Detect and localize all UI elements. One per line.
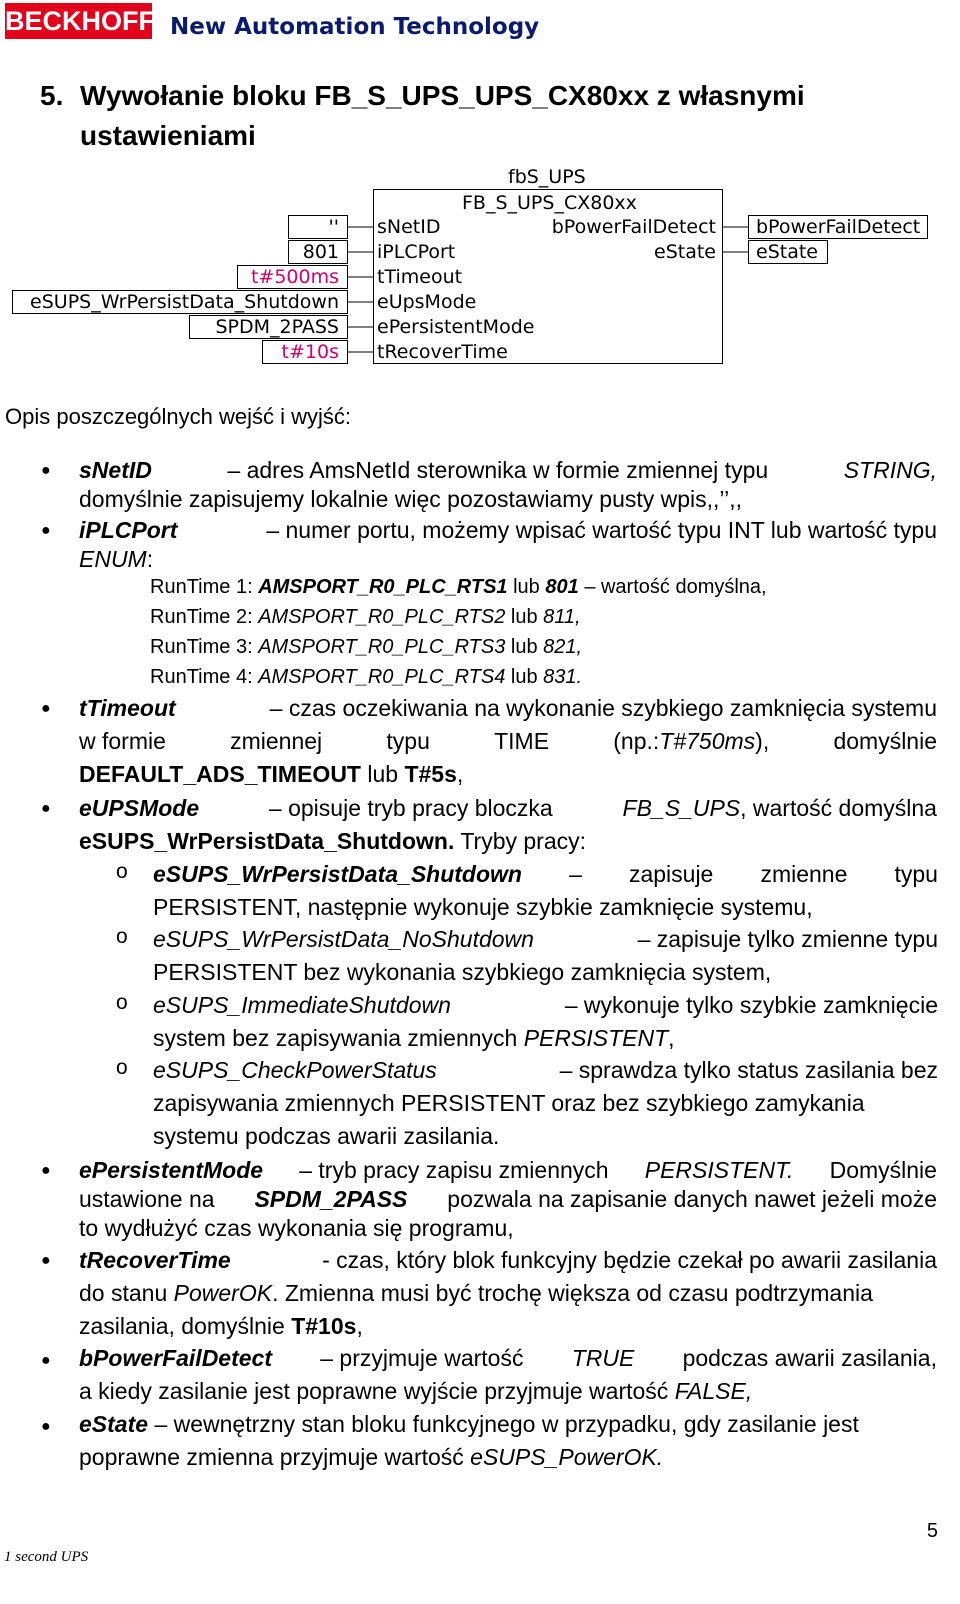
bullet-icon: ● [41,1162,51,1179]
list-item-epersistentmode: ePersistentMode – tryb pracy zapisu zmiennych PERSISTENT. Domyślnie ustawione na SPDM_2PASS pozwala na zapisanie danych nawet jeżeli może to wydłużyć czas wykonania się programu, [79,1157,937,1241]
pin-iplcport: iPLCPort [377,241,456,263]
page-number: 5 [926,1520,938,1542]
bullet-icon: ● [41,1352,51,1369]
pin-ttimeout: tTimeout [377,266,463,288]
pin-snetid: sNetID [377,216,441,238]
runtime-3-line: RunTime 3: AMSPORT_R0_PLC_RTS3 lub 821, [150,636,583,658]
function-block-diagram [0,0,960,380]
bullet-icon: ● [41,462,51,479]
input-value-ttimeout[interactable]: t#500ms [237,265,348,289]
bullet-icon: ● [41,1418,51,1435]
bullet-icon: ● [41,700,51,717]
sub-bullet-icon: o [116,860,128,883]
list-item-iplcport: iPLCPort – numer portu, możemy wpisać wartość typu INT lub wartość typu ENUM: [79,517,937,572]
input-value-eupsmode[interactable]: eSUPS_WrPersistData_Shutdown [12,290,348,314]
mode-item-immediate-shutdown: eSUPS_ImmediateShutdown – wykonuje tylko szybkie zamknięcie system bez zapisywania zmiennych PERSISTENT, [153,992,938,1051]
bullet-icon: ● [41,1252,51,1269]
fb-type-name: FB_S_UPS_CX80xx [462,192,637,214]
sub-bullet-icon: o [116,1056,128,1079]
sub-bullet-icon: o [116,925,128,948]
heading-title: Wywołanie bloku FB_S_UPS_UPS_CX80xx z własnymi ustawieniami [80,80,805,151]
pin-trecovertime: tRecoverTime [377,341,508,363]
runtime-4-line: RunTime 4: AMSPORT_R0_PLC_RTS4 lub 831. [150,666,583,688]
footer-doc-title: 1 second UPS [4,1549,89,1565]
list-item-eupsmode: eUPSMode – opisuje tryb pracy bloczka FB_S_UPS, wartość domyślna eSUPS_WrPersistData_Shutdown. Tryby pracy: [79,795,937,854]
list-item-trecovertime: tRecoverTime - czas, który blok funkcyjny będzie czekał po awarii zasilania do stanu PowerOK. Zmienna musi być trochę większa od czasu podtrzymania zasilania, domyślnie T#10s, [79,1247,937,1339]
list-item-bpowerfaildetect: bPowerFailDetect – przyjmuje wartość TRUE podczas awarii zasilania, a kiedy zasilanie jest poprawne wyjście przyjmuje wartość FALSE, [79,1345,937,1404]
heading-number: 5. [40,80,64,111]
output-value-estate[interactable]: eState [748,240,828,264]
pin-bpowerfaildetect: bPowerFailDetect [551,216,716,238]
mode-item-wrpersist-shutdown: eSUPS_WrPersistData_Shutdown – zapisuje zmienne typu PERSISTENT, następnie wykonuje szybkie zamknięcie systemu, [153,861,938,920]
bullet-icon: ● [41,522,51,539]
fb-instance-name: fbS_UPS [508,166,586,188]
input-value-iplcport[interactable]: 801 [288,240,348,264]
beckhoff-logo: BECKHOFF [5,3,152,39]
runtime-1-line: RunTime 1: AMSPORT_R0_PLC_RTS1 lub 801 – wartość domyślna, [150,576,767,598]
list-item-snetid: sNetID – adres AmsNetId sterownika w formie zmiennej typu STRING, domyślnie zapisujemy lokalnie więc pozostawiamy pusty wpis,,’’,, [79,457,937,512]
mode-item-check-power-status: eSUPS_CheckPowerStatus – sprawdza tylko status zasilania bez zapisywania zmiennych PERSISTENT oraz bez szybkiego zamykania systemu podczas awarii zasilania. [153,1057,938,1149]
input-value-snetid[interactable]: '' [288,215,348,239]
pin-epersistentmode: ePersistentMode [377,316,535,338]
input-value-trecovertime[interactable]: t#10s [262,340,348,364]
tagline: New Automation Technology [170,14,540,40]
list-item-estate: eState – wewnętrzny stan bloku funkcyjnego w przypadku, gdy zasilanie jest poprawne zmienna przyjmuje wartość eSUPS_PowerOK. [79,1411,859,1470]
mode-item-wrpersist-noshutdown: eSUPS_WrPersistData_NoShutdown – zapisuje tylko zmienne typu PERSISTENT bez wykonania szybkiego zamknięcia system, [153,926,938,985]
input-value-epersistentmode[interactable]: SPDM_2PASS [189,315,348,339]
pin-estate: eState [654,241,716,263]
runtime-2-line: RunTime 2: AMSPORT_R0_PLC_RTS2 lub 811, [150,606,581,628]
pin-eupsmode: eUpsMode [377,291,477,313]
bullet-icon: ● [41,800,51,817]
list-item-ttimeout: tTimeout – czas oczekiwania na wykonanie szybkiego zamknięcia systemu w formie zmiennej typu TIME (np.:T#750ms), domyślnie DEFAULT_ADS_TIMEOUT lub T#5s, [79,695,937,787]
io-description-intro: Opis poszczególnych wejść i wyjść: [5,404,352,429]
output-value-bpowerfaildetect[interactable]: bPowerFailDetect [748,215,928,239]
sub-bullet-icon: o [116,991,128,1014]
